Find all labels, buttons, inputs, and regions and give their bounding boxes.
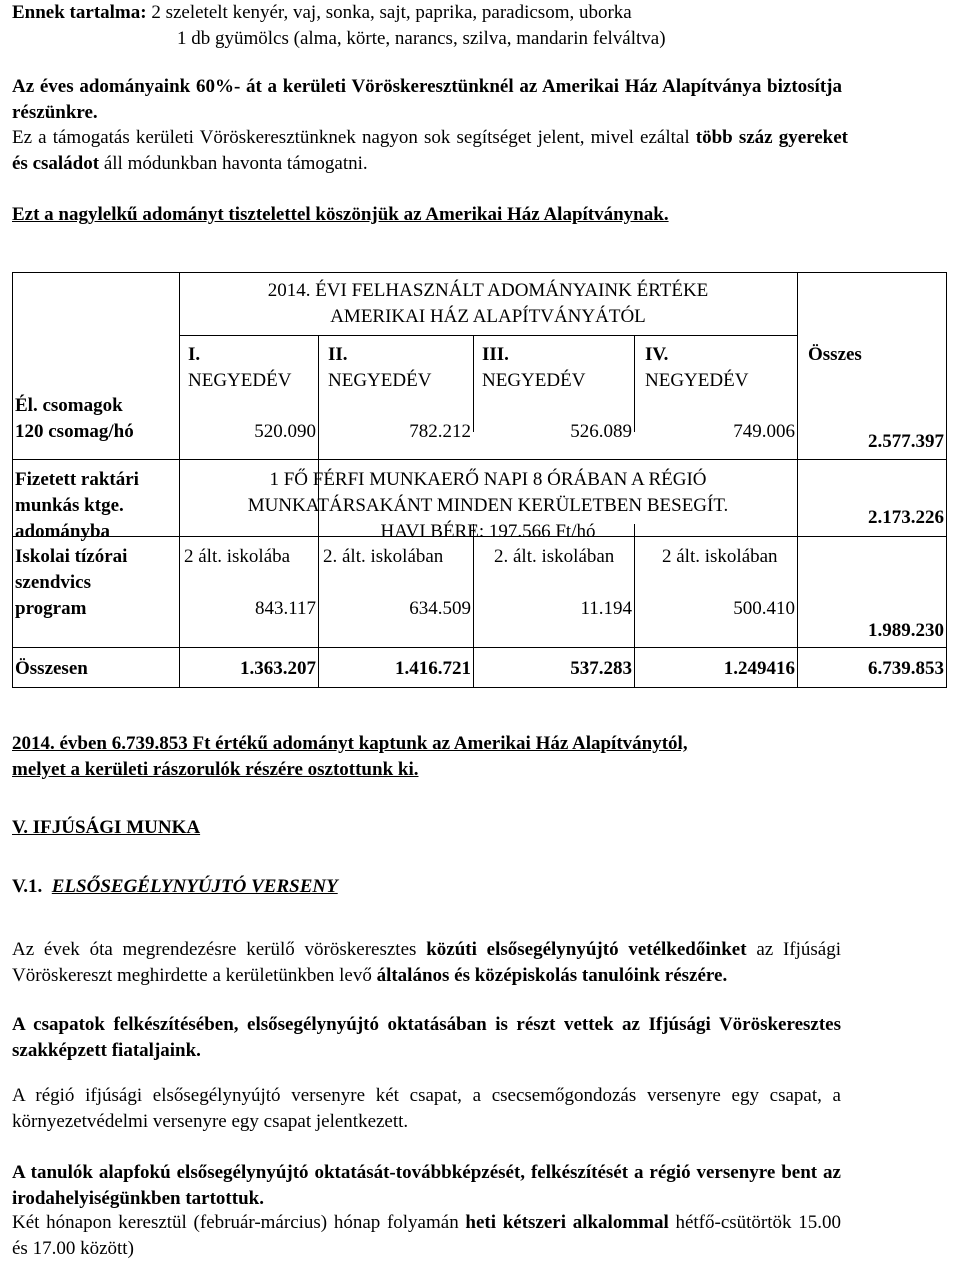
table-title: 2014. ÉVI FELHASZNÁLT ADOMÁNYAINK ÉRTÉKE AMERIKAI HÁZ ALAPÍTVÁNYÁTÓL — [267, 280, 709, 327]
row-school-q2-note: 2. ált. iskolában — [323, 546, 444, 567]
row-worker-total: 2.173.226 — [868, 507, 944, 528]
row-school-q1-note: 2 ált. iskolába — [184, 546, 291, 567]
row-school-label: Iskolai tízórai szendvics program — [15, 546, 128, 619]
row-school-q4: 500.410 — [733, 598, 795, 619]
row-school-q4-note: 2 ált. iskolában — [662, 546, 778, 567]
quarter-4-header: IV. NEGYEDÉV — [645, 344, 749, 391]
row-food-q1: 520.090 — [254, 421, 316, 442]
row-food-q4: 749.006 — [733, 421, 795, 442]
row-food-total: 2.577.397 — [868, 431, 944, 452]
donation-paragraph: Az éves adományaink 60%- át a kerületi Vöröskeresztünknél az Amerikai Ház Alapítványa biztosítja részünkre. — [12, 76, 842, 123]
row-school-q3-note: 2. ált. iskolában — [494, 546, 615, 567]
row-food-q2: 782.212 — [409, 421, 471, 442]
content-description — [12, 0, 948, 52]
summary: 2014. évben 6.739.853 Ft értékű adományt kaptunk az Amerikai Ház Alapítványtól, melyet a kerületi rászorulók részére osztottunk ki. — [12, 733, 688, 780]
row-food-label: Él. csomagok 120 csomag/hó — [15, 395, 134, 442]
support-paragraph: Ez a támogatás kerületi Vöröskeresztünknek nagyon sok segítséget jelent, mivel ezáltal több száz gyereket és családot áll módunkban havonta támogatni. — [12, 127, 848, 174]
section-heading: V. IFJÚSÁGI MUNKA — [12, 817, 201, 838]
row-food-q3: 526.089 — [570, 421, 632, 442]
row-worker-label: Fizetett raktári munkás ktge. adományba — [15, 469, 139, 542]
content-label: Ennek tartalma: — [12, 2, 147, 23]
row-worker-description: 1 FŐ FÉRFI MUNKAERŐ NAPI 8 ÓRÁBAN A RÉGIÓ MUNKATÁRSAKÁNT MINDEN KERÜLETBEN BESEGÍT. HAVI BÉRE: 197.566 Ft/hó — [247, 469, 729, 542]
row-sum-label: Összesen — [15, 658, 88, 679]
paragraph-teams: A régió ifjúsági elsősegélynyújtó versenyre két csapat, a csecsemőgondozás versenyre egy csapat, a környezetvédelmi versenyre egy csapat jelentkezett. — [12, 1085, 841, 1132]
paragraph-training: A csapatok felkészítésében, elsősegélynyújtó oktatásában is részt vettek az Ifjúsági Vöröskeresztes szakképzett fiataljaink. — [12, 1014, 841, 1061]
row-sum-q2: 1.416.721 — [395, 658, 471, 679]
row-sum-total: 6.739.853 — [868, 658, 944, 679]
thanks-line: Ezt a nagylelkű adományt tisztelettel köszönjük az Amerikai Ház Alapítványnak. — [12, 204, 669, 225]
quarter-1-header: I. NEGYEDÉV — [188, 344, 292, 391]
quarter-3-header: III. NEGYEDÉV — [482, 344, 586, 391]
content-line-1: 2 szeletelt kenyér, vaj, sonka, sajt, paprika, paradicsom, uborka — [146, 2, 632, 23]
paragraph-schedule: Két hónapon keresztül (február-március) hónap folyamán heti kétszeri alkalommal hétfő-csütörtök 15.00 és 17.00 között) — [12, 1212, 841, 1259]
row-sum-q4: 1.249416 — [723, 658, 795, 679]
paragraph-competition: Az évek óta megrendezésre kerülő vöröskeresztes közúti elsősegélynyújtó vetélkedőinket az Ifjúsági Vöröskereszt meghirdette a kerületünkben levő általános és középiskolás tanulóink részére. — [12, 939, 842, 986]
donation-table — [12, 272, 947, 688]
row-school-q2: 634.509 — [409, 598, 471, 619]
row-sum-q1: 1.363.207 — [240, 658, 316, 679]
subsection-heading: V.1. ELSŐSEGÉLYNYÚJTÓ VERSENY — [12, 876, 338, 897]
total-header: Összes — [808, 344, 862, 365]
row-sum-q3: 537.283 — [570, 658, 632, 679]
quarter-2-header: II. NEGYEDÉV — [328, 344, 432, 391]
paragraph-course: A tanulók alapfokú elsősegélynyújtó oktatását-továbbképzését, felkészítését a régió versenyre bent az irodahelyiségünkben tartottuk. — [12, 1162, 841, 1209]
row-school-q3: 11.194 — [580, 598, 632, 619]
content-line-2: 1 db gyümölcs (alma, körte, narancs, szilva, mandarin felváltva) — [177, 28, 666, 49]
row-school-q1: 843.117 — [254, 598, 316, 619]
row-school-total: 1.989.230 — [868, 620, 944, 641]
